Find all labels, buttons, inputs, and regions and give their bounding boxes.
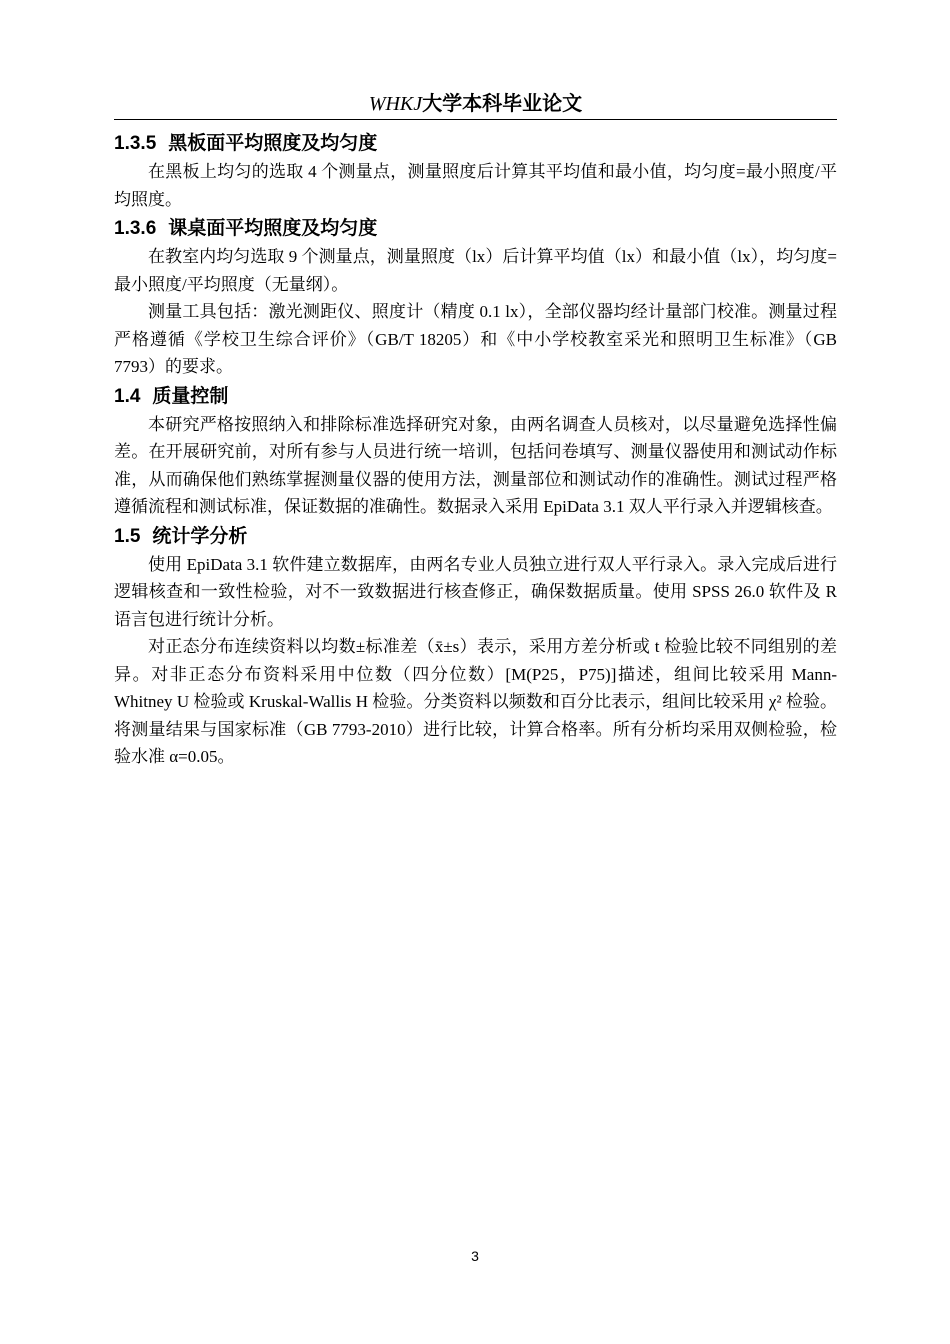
- header-title-cjk: 大学本科毕业论文: [422, 91, 583, 115]
- page-number: 3: [471, 1248, 479, 1264]
- paragraph: 在教室内均匀选取 9 个测量点，测量照度（lx）后计算平均值（lx）和最小值（lx），均匀度=最小照度/平均照度（无量纲）。: [114, 247, 837, 294]
- body-content: [114, 128, 837, 771]
- section-number: 1.3.6: [114, 218, 157, 239]
- section-1-4: [114, 381, 837, 521]
- header-title-latin: WHKJ: [368, 93, 423, 115]
- section-1-3-5: [114, 128, 837, 213]
- section-title: 统计学分析: [152, 525, 248, 547]
- paragraph: 在黑板上均匀的选取 4 个测量点，测量照度后计算其平均值和最小值，均匀度=最小照度/平均照度。: [114, 162, 837, 209]
- section-title: 课桌面平均照度及均匀度: [168, 218, 378, 239]
- section-1-3-6: [114, 213, 837, 381]
- paragraph: 使用 EpiData 3.1 软件建立数据库，由两名专业人员独立进行双人平行录入。录入完成后进行逻辑核查和一致性检验，对不一致数据进行核查修正，确保数据质量。使用 SPSS 26.0 软件及 R 语言包进行统计分析。: [114, 554, 837, 629]
- paragraph: 测量工具包括：激光测距仪、照度计（精度 0.1 lx），全部仪器均经计量部门校准。测量过程严格遵循《学校卫生综合评价》（GB/T 18205）和《中小学校教室采光和照明卫生标准》（GB 7793）的要求。: [114, 302, 837, 376]
- section-1-5: [114, 521, 837, 771]
- section-heading: [114, 213, 837, 243]
- section-number: 1.4: [114, 385, 141, 407]
- section-heading: [114, 521, 837, 551]
- section-title: 黑板面平均照度及均匀度: [168, 133, 378, 154]
- paragraph: 对正态分布连续资料以均数±标准差（x̄±s）表示，采用方差分析或 t 检验比较不同组别的差异。对非正态分布资料采用中位数（四分位数）[M(P25，P75)]描述，组间比较采用 Mann-Whitney U 检验或 Kruskal-Wallis H 检验。分类资料以频数和百分比表示，组间比较采用 χ² 检验。将测量结果与国家标准（GB 7793-2010）进行比较，计算合格率。所有分析均采用双侧检验，检验水准 α=0.05。: [114, 637, 837, 766]
- paragraph: 本研究严格按照纳入和排除标准选择研究对象，由两名调查人员核对，以尽量避免选择性偏差。在开展研究前，对所有参与人员进行统一培训，包括问卷填写、测量仪器使用和测试动作标准，从而确保他们熟练掌握测量仪器的使用方法，测量部位和测试动作的准确性。测试过程严格遵循流程和测试标准，保证数据的准确性。数据录入采用 EpiData 3.1 双人平行录入并逻辑核查。: [114, 414, 837, 516]
- section-heading: [114, 128, 837, 158]
- section-number: 1.3.5: [114, 133, 157, 154]
- running-header: [114, 90, 837, 120]
- section-heading: [114, 381, 837, 411]
- section-title: 质量控制: [152, 385, 229, 407]
- section-number: 1.5: [114, 525, 141, 547]
